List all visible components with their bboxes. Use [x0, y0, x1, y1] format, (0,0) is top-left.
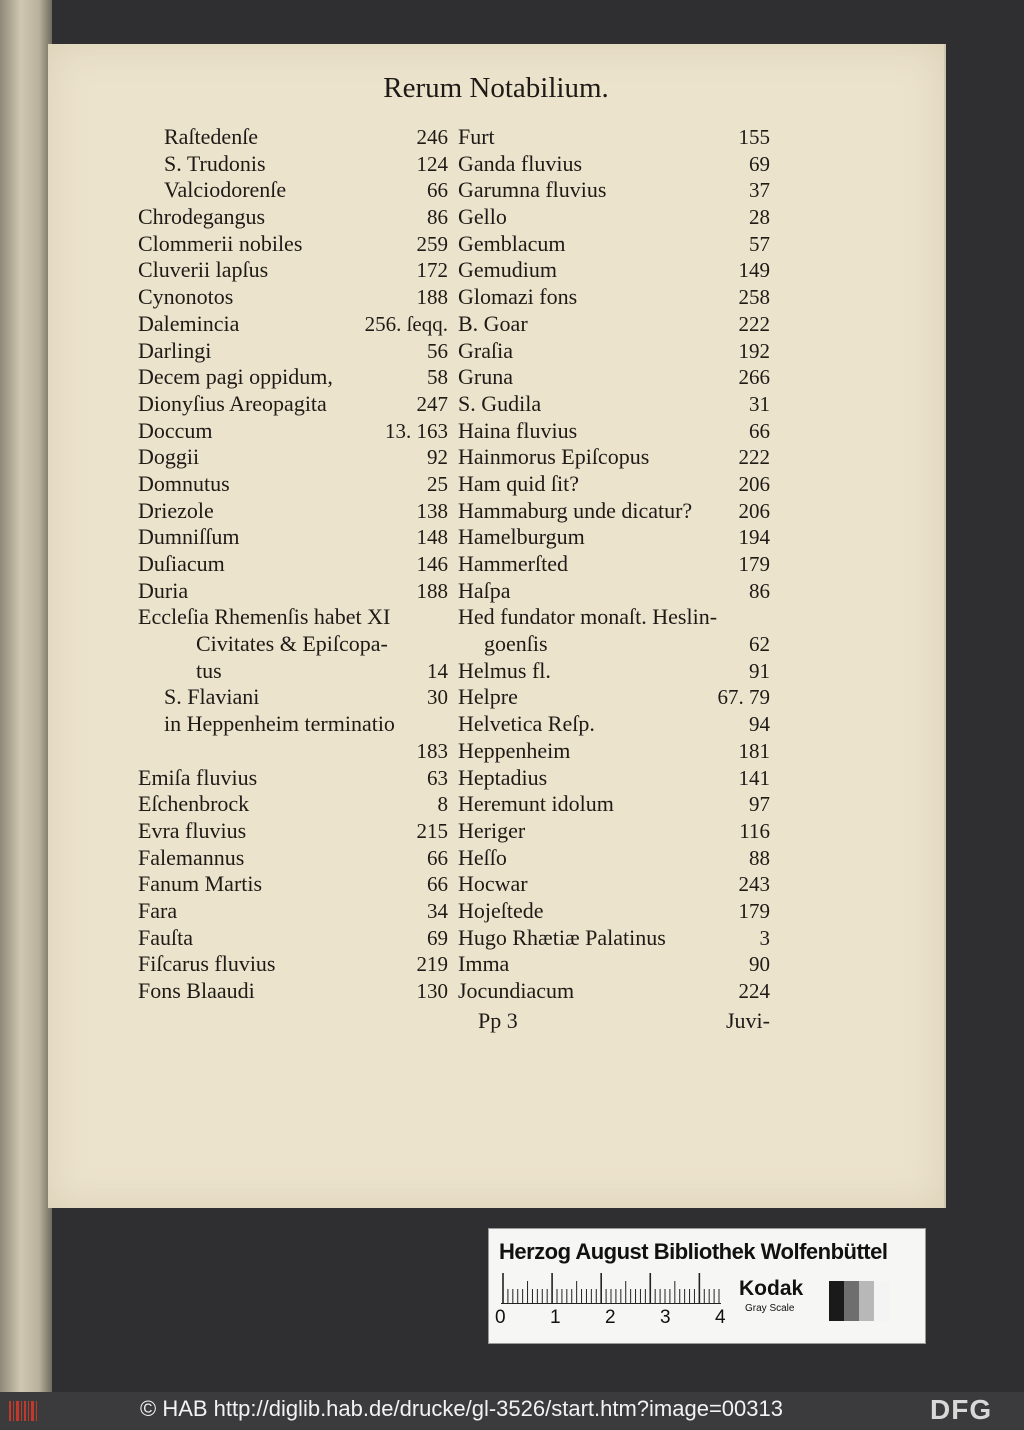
entry-page-number: 148 [416, 525, 448, 550]
entry-page-number: 66 [427, 845, 448, 870]
entry-term: Heſſo [458, 844, 507, 870]
index-column-left [138, 124, 448, 1005]
entry-term: Fanum Martis [138, 871, 263, 897]
entry-term: Hammaburg unde dicatur? [458, 497, 693, 523]
entry-page-number: 31 [749, 391, 770, 416]
ruler-label: 0 [495, 1307, 506, 1328]
index-entry [458, 951, 770, 978]
entry-page-number: 14 [427, 658, 448, 683]
entry-page-number: 215 [416, 818, 448, 843]
entry-term: Driezole [138, 497, 214, 523]
entry-term: Fara [138, 897, 178, 923]
entry-page-number: 28 [749, 205, 770, 230]
index-entry [458, 791, 770, 818]
entry-term: Heppenheim [458, 737, 571, 763]
entry-page-number: 62 [749, 632, 770, 657]
index-entry [458, 257, 770, 284]
entry-term: Eſchenbrock [138, 791, 250, 817]
ruler-label: 2 [605, 1307, 616, 1328]
entry-term: Fiſcarus fluvius [138, 951, 276, 977]
entry-term: Valciodorenſe [164, 177, 287, 203]
entry-term: Heremunt idolum [458, 791, 614, 817]
entry-term: Dionyſius Areopagita [138, 390, 327, 416]
index-entry [458, 978, 770, 1005]
entry-term: Chrodegangus [138, 204, 266, 230]
entry-page-number: 172 [416, 258, 448, 283]
entry-page-number: 94 [749, 712, 770, 737]
entry-term: Ganda fluvius [458, 150, 583, 176]
entry-term: S. Gudila [458, 390, 542, 416]
dfg-logo: DFG [930, 1394, 993, 1425]
page-footer-line [478, 1008, 770, 1038]
index-entry [138, 257, 448, 284]
entry-page-number: 222 [738, 311, 770, 336]
index-entry [458, 845, 770, 872]
entry-term: Emiſa fluvius [138, 764, 258, 790]
index-column-right [458, 124, 770, 1005]
index-entry [458, 684, 770, 711]
index-entry [138, 204, 448, 231]
ruler-label: 4 [715, 1307, 726, 1328]
book-page [48, 44, 946, 1208]
viewer-footer [0, 1392, 1024, 1430]
entry-term: Heptadius [458, 764, 548, 790]
entry-page-number: 141 [738, 765, 770, 790]
entry-page-number: 256. ſeqq. [364, 311, 448, 336]
entry-term: Helmus fl. [458, 657, 551, 683]
entry-page-number: 34 [427, 898, 448, 923]
entry-page-number: 25 [427, 471, 448, 496]
entry-term: Cynonotos [138, 284, 234, 310]
index-entry [458, 471, 770, 498]
entry-page-number: 183 [416, 738, 448, 763]
library-name: Herzog August Bibliothek Wolfenbüttel [499, 1239, 888, 1264]
index-entry [138, 818, 448, 845]
index-entry [458, 765, 770, 792]
index-entry [138, 578, 448, 605]
signature-mark: Pp 3 [478, 1008, 518, 1033]
index-entry [458, 124, 770, 151]
color-calibration-bar [488, 1228, 926, 1344]
entry-page-number: 130 [416, 979, 448, 1003]
index-entry [138, 925, 448, 952]
entry-page-number: 13. 163 [385, 418, 448, 443]
entry-term: in Heppenheim terminatio [164, 711, 395, 737]
entry-term: Civitates & Epiſcopa- [196, 631, 388, 657]
barcode-icon [8, 1399, 38, 1423]
entry-term: Haſpa [458, 577, 511, 603]
entry-term: Hojeſtede [458, 897, 544, 923]
index-entry [138, 231, 448, 258]
entry-term: Falemannus [138, 844, 245, 870]
entry-page-number: 30 [427, 685, 448, 710]
gray-swatch [844, 1281, 859, 1321]
entry-page-number: 56 [427, 338, 448, 363]
index-entry [138, 791, 448, 818]
entry-term: Domnutus [138, 470, 230, 496]
entry-page-number: 66 [427, 872, 448, 897]
entry-page-number: 124 [416, 151, 448, 176]
index-entry [138, 951, 448, 978]
index-entry [458, 204, 770, 231]
index-entry [458, 658, 770, 685]
entry-page-number: 67. 79 [717, 685, 770, 710]
index-entry [138, 498, 448, 525]
index-entry [138, 338, 448, 365]
entry-term: Raſtedenſe [164, 124, 259, 149]
entry-term: Furt [458, 124, 495, 149]
index-entry [458, 151, 770, 178]
entry-page-number: 146 [416, 552, 448, 576]
gray-swatch [829, 1281, 844, 1321]
entry-page-number: 194 [738, 525, 770, 550]
index-entry [138, 444, 448, 471]
index-entry [138, 151, 448, 178]
entry-page-number: 90 [749, 952, 770, 977]
entry-page-number: 3 [759, 925, 770, 950]
index-entry [458, 631, 770, 658]
entry-page-number: 259 [416, 231, 448, 256]
entry-page-number: 37 [749, 178, 770, 203]
entry-term: S. Trudonis [164, 150, 266, 176]
entry-page-number: 8 [437, 792, 448, 817]
index-entry [138, 631, 448, 658]
entry-page-number: 69 [427, 925, 448, 950]
entry-page-number: 138 [416, 498, 448, 523]
index-entry [458, 498, 770, 525]
index-entry [458, 711, 770, 738]
index-entry [138, 765, 448, 792]
entry-page-number: 247 [416, 391, 448, 416]
entry-term: Glomazi fons [458, 284, 578, 310]
entry-term: Gemudium [458, 257, 557, 283]
index-entry [138, 978, 448, 1005]
entry-term: Dalemincia [138, 310, 240, 336]
running-title: Rerum Notabilium. [383, 72, 609, 104]
entry-term: Fons Blaaudi [138, 978, 255, 1003]
entry-page-number: 266 [738, 365, 770, 390]
entry-page-number: 69 [749, 151, 770, 176]
index-entry [458, 925, 770, 952]
index-entry [458, 311, 770, 338]
entry-page-number: 179 [738, 552, 770, 576]
index-entry [138, 845, 448, 872]
ruler-labels [495, 1307, 735, 1331]
entry-term: Doccum [138, 417, 213, 443]
entry-term: Hocwar [458, 871, 528, 897]
index-entry [138, 418, 448, 445]
entry-page-number: 149 [738, 258, 770, 283]
gray-scale-label: Gray Scale [745, 1303, 795, 1314]
entry-page-number: 206 [738, 471, 770, 496]
index-entry [138, 738, 448, 765]
entry-term: Darlingi [138, 337, 212, 363]
entry-term: Heriger [458, 817, 526, 843]
entry-term: Hugo Rhætiæ Palatinus [458, 924, 666, 950]
index-entry [458, 871, 770, 898]
entry-term: B. Goar [458, 310, 528, 336]
entry-term: Gemblacum [458, 230, 566, 256]
entry-page-number: 86 [427, 205, 448, 230]
entry-term: Evra fluvius [138, 817, 247, 843]
index-entry [458, 231, 770, 258]
measurement-ruler [501, 1271, 721, 1304]
left-page-edge [0, 0, 52, 1392]
index-entry [138, 471, 448, 498]
entry-page-number: 63 [427, 765, 448, 790]
entry-term: Hainmorus Epiſcopus [458, 444, 650, 470]
index-entry [458, 418, 770, 445]
entry-page-number: 224 [738, 979, 770, 1003]
index-entry [138, 711, 448, 738]
source-link[interactable]: © HAB http://diglib.hab.de/drucke/gl-3526/start.htm?image=00313 [140, 1396, 783, 1421]
entry-term: Hed fundator monaſt. Heslin- [458, 604, 718, 630]
entry-term: Hammerſted [458, 551, 568, 576]
entry-page-number: 179 [738, 898, 770, 923]
index-entry [458, 738, 770, 765]
index-entry [458, 551, 770, 578]
entry-term: Helpre [458, 684, 518, 710]
entry-term: Jocundiacum [458, 978, 575, 1003]
index-entry [138, 551, 448, 578]
entry-page-number: 219 [416, 952, 448, 977]
entry-term: Duria [138, 577, 189, 603]
entry-term: goenſis [484, 631, 548, 657]
index-entry [458, 284, 770, 311]
index-entry [138, 898, 448, 925]
ruler-label: 3 [660, 1307, 671, 1328]
entry-term: Helvetica Reſp. [458, 711, 595, 737]
entry-page-number: 66 [749, 418, 770, 443]
entry-page-number: 258 [738, 285, 770, 310]
entry-page-number: 58 [427, 365, 448, 390]
index-entry [138, 684, 448, 711]
entry-page-number: 206 [738, 498, 770, 523]
index-entry [458, 391, 770, 418]
index-entry [138, 177, 448, 204]
entry-term: Gruna [458, 364, 513, 390]
index-entry [138, 391, 448, 418]
index-entry [138, 284, 448, 311]
entry-page-number: 92 [427, 445, 448, 470]
index-entry [458, 524, 770, 551]
index-entry [138, 311, 448, 338]
entry-term: tus [196, 657, 222, 683]
index-entry [138, 364, 448, 391]
entry-page-number: 97 [749, 792, 770, 817]
entry-page-number: 243 [738, 872, 770, 897]
entry-term: Clommerii nobiles [138, 230, 303, 256]
entry-term: S. Flaviani [164, 684, 260, 710]
entry-page-number: 88 [749, 845, 770, 870]
entry-term: Gello [458, 204, 507, 230]
entry-term: Cluverii lapſus [138, 257, 269, 283]
entry-term: Garumna fluvius [458, 177, 607, 203]
index-entry [458, 177, 770, 204]
index-entry [458, 578, 770, 605]
entry-term: Graſia [458, 337, 513, 363]
ruler-label: 1 [550, 1307, 561, 1328]
entry-term: Fauſta [138, 924, 193, 950]
entry-page-number: 246 [416, 125, 448, 149]
entry-term: Eccleſia Rhemenſis habet XI [138, 604, 391, 630]
entry-term: Imma [458, 951, 510, 977]
entry-page-number: 222 [738, 445, 770, 470]
entry-term: Dumniſſum [138, 524, 240, 550]
entry-page-number: 116 [739, 818, 770, 843]
kodak-brand: Kodak [739, 1277, 804, 1300]
index-entry [458, 898, 770, 925]
entry-page-number: 91 [749, 658, 770, 683]
index-entry [138, 524, 448, 551]
entry-page-number: 188 [416, 285, 448, 310]
entry-page-number: 86 [749, 578, 770, 603]
entry-term: Haina fluvius [458, 417, 578, 443]
entry-page-number: 155 [738, 125, 770, 149]
gray-swatch [859, 1281, 874, 1321]
entry-term: Duſiacum [138, 551, 225, 576]
index-entry [458, 444, 770, 471]
gray-swatch [874, 1281, 889, 1321]
ruler-ticks [501, 1271, 721, 1303]
entry-term: Ham quid ſit? [458, 470, 579, 496]
index-entry [138, 871, 448, 898]
gray-scale-swatches [829, 1281, 889, 1321]
entry-page-number: 181 [738, 738, 770, 763]
entry-term: Doggii [138, 444, 200, 470]
entry-page-number: 66 [427, 178, 448, 203]
index-entry [458, 818, 770, 845]
entry-term: Hamelburgum [458, 524, 585, 550]
index-entry [138, 604, 448, 631]
entry-page-number: 188 [416, 578, 448, 603]
index-entry [458, 364, 770, 391]
entry-term: Decem pagi oppidum, [138, 364, 333, 390]
index-entry [138, 658, 448, 685]
entry-page-number: 192 [738, 338, 770, 363]
index-entry [138, 124, 448, 151]
index-entry [458, 604, 770, 631]
index-entry [458, 338, 770, 365]
catchword: Juvi- [726, 1008, 770, 1033]
entry-page-number: 57 [749, 231, 770, 256]
